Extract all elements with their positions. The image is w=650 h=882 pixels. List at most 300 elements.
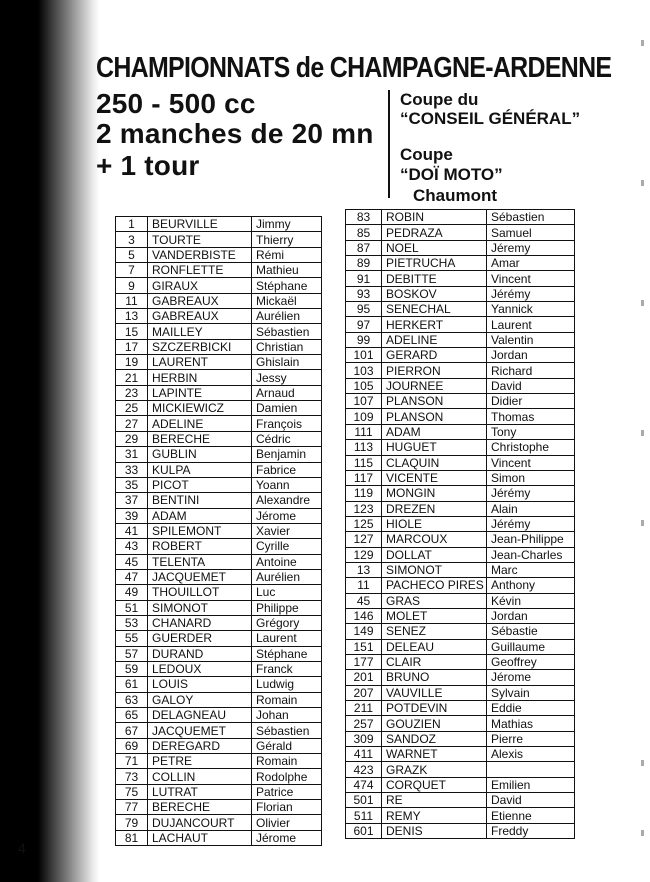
table-row	[346, 701, 575, 716]
rider-firstname: Grégory	[252, 615, 322, 630]
rider-number: 45	[346, 593, 382, 608]
rider-number: 21	[116, 370, 148, 385]
rider-number: 63	[116, 692, 148, 707]
rider-firstname: Vincent	[487, 455, 575, 470]
rider-surname: VICENTE	[382, 470, 487, 485]
table-row	[116, 355, 322, 370]
rider-surname: ADELINE	[382, 332, 487, 347]
rider-surname: LAPINTE	[148, 385, 252, 400]
rider-surname: BEURVILLE	[148, 217, 252, 232]
rider-firstname: Aurélien	[252, 569, 322, 584]
rider-surname: GIRAUX	[148, 278, 252, 293]
rider-number: 61	[116, 677, 148, 692]
rider-surname: RONFLETTE	[148, 263, 252, 278]
rider-number: 45	[116, 554, 148, 569]
rider-number: 41	[116, 523, 148, 538]
rider-firstname: Stéphane	[252, 278, 322, 293]
rider-surname: DEREGARD	[148, 738, 252, 753]
rider-number: 91	[346, 271, 382, 286]
rider-surname: BENTINI	[148, 493, 252, 508]
rider-firstname: David	[487, 793, 575, 808]
rider-firstname: Anthony	[487, 578, 575, 593]
rider-firstname: Xavier	[252, 523, 322, 538]
table-row	[346, 777, 575, 792]
rider-firstname: Cédric	[252, 431, 322, 446]
rider-firstname: Tony	[487, 424, 575, 439]
header-divider	[388, 90, 390, 198]
table-row	[346, 363, 575, 378]
table-row	[346, 808, 575, 823]
table-row	[116, 815, 322, 830]
rider-surname: NOEL	[382, 240, 487, 255]
rider-number: 11	[116, 293, 148, 308]
rider-number: 67	[116, 723, 148, 738]
table-row	[116, 646, 322, 661]
rider-number: 23	[116, 385, 148, 400]
rider-number: 19	[116, 355, 148, 370]
rider-surname: LAURENT	[148, 355, 252, 370]
rider-number: 101	[346, 348, 382, 363]
rider-number: 93	[346, 286, 382, 301]
table-row	[346, 501, 575, 516]
rider-firstname: Alexandre	[252, 493, 322, 508]
rider-firstname: Jérome	[252, 830, 322, 845]
rider-number: 47	[116, 569, 148, 584]
rider-number: 75	[116, 784, 148, 799]
table-row	[116, 631, 322, 646]
rider-number: 211	[346, 701, 382, 716]
rider-firstname: Vincent	[487, 271, 575, 286]
rider-surname: PLANSON	[382, 394, 487, 409]
rider-surname: SENECHAL	[382, 302, 487, 317]
rider-surname: GUBLIN	[148, 447, 252, 462]
rider-surname: DENIS	[382, 823, 487, 838]
table-row	[346, 240, 575, 255]
table-row	[346, 455, 575, 470]
format-line: 2 manches de 20 mn	[96, 118, 374, 149]
table-row	[346, 210, 575, 225]
table-row	[346, 516, 575, 531]
rider-surname: TELENTA	[148, 554, 252, 569]
rider-firstname: Guillaume	[487, 639, 575, 654]
rider-number: 103	[346, 363, 382, 378]
rider-number: 57	[116, 646, 148, 661]
rider-number: 55	[116, 631, 148, 646]
rider-surname: GABREAUX	[148, 309, 252, 324]
rider-firstname: Etienne	[487, 808, 575, 823]
rider-number: 39	[116, 508, 148, 523]
rider-number: 49	[116, 585, 148, 600]
rider-firstname: Johan	[252, 708, 322, 723]
table-row	[116, 263, 322, 278]
rider-firstname: Sébastien	[252, 324, 322, 339]
table-row	[116, 784, 322, 799]
rider-firstname: Cyrille	[252, 539, 322, 554]
rider-firstname: Amar	[487, 256, 575, 271]
rider-firstname: Mathias	[487, 716, 575, 731]
table-row	[346, 286, 575, 301]
rider-surname: ADAM	[148, 508, 252, 523]
rider-number: 3	[116, 232, 148, 247]
rider-surname: DEBITTE	[382, 271, 487, 286]
rider-number: 99	[346, 332, 382, 347]
rider-firstname: Florian	[252, 800, 322, 815]
rider-surname: ROBERT	[148, 539, 252, 554]
rider-surname: JACQUEMET	[148, 723, 252, 738]
rider-surname: BRUNO	[382, 670, 487, 685]
table-row	[346, 470, 575, 485]
table-row	[116, 754, 322, 769]
rider-number: 25	[116, 401, 148, 416]
rider-firstname: Philippe	[252, 600, 322, 615]
rider-surname: JACQUEMET	[148, 569, 252, 584]
rider-surname: MICKIEWICZ	[148, 401, 252, 416]
rider-number: 107	[346, 394, 382, 409]
rider-surname: TOURTE	[148, 232, 252, 247]
rider-number: 13	[116, 309, 148, 324]
rider-firstname: Thierry	[252, 232, 322, 247]
rider-firstname: Jordan	[487, 608, 575, 623]
rider-surname: LOUIS	[148, 677, 252, 692]
rider-surname: PETRE	[148, 754, 252, 769]
rider-surname: SZCZERBICKI	[148, 339, 252, 354]
rider-firstname: Jérome	[487, 670, 575, 685]
table-row	[116, 738, 322, 753]
rider-surname: GRAZK	[382, 762, 487, 777]
rider-surname: COLLIN	[148, 769, 252, 784]
rider-surname: HERKERT	[382, 317, 487, 332]
rider-firstname: Rémi	[252, 247, 322, 262]
rider-firstname: Jimmy	[252, 217, 322, 232]
rider-firstname: David	[487, 378, 575, 393]
rider-firstname: Samuel	[487, 225, 575, 240]
rider-surname: DUJANCOURT	[148, 815, 252, 830]
rider-firstname: Richard	[487, 363, 575, 378]
table-row	[346, 593, 575, 608]
coupe-1-name: “CONSEIL GÉNÉRAL”	[400, 109, 581, 128]
rider-surname: DELAGNEAU	[148, 708, 252, 723]
rider-surname: HERBIN	[148, 370, 252, 385]
table-row	[346, 685, 575, 700]
rider-number: 59	[116, 661, 148, 676]
rider-firstname: Antoine	[252, 554, 322, 569]
coupe-2-label: Coupe	[400, 145, 453, 164]
rider-firstname: Jéremy	[487, 240, 575, 255]
rider-number: 77	[116, 800, 148, 815]
rider-number: 105	[346, 378, 382, 393]
rider-surname: SIMONOT	[382, 562, 487, 577]
rider-firstname: Luc	[252, 585, 322, 600]
rider-firstname: Sylvain	[487, 685, 575, 700]
table-row	[346, 793, 575, 808]
rider-surname: SENEZ	[382, 624, 487, 639]
rider-surname: GUERDER	[148, 631, 252, 646]
coupe-2-name: “DOÏ MOTO”	[400, 165, 503, 184]
rider-surname: GRAS	[382, 593, 487, 608]
table-row	[116, 462, 322, 477]
rider-firstname: Laurent	[252, 631, 322, 646]
rider-number: 97	[346, 317, 382, 332]
rider-surname: DURAND	[148, 646, 252, 661]
rider-surname: KULPA	[148, 462, 252, 477]
rider-firstname: Freddy	[487, 823, 575, 838]
rider-firstname: Stéphane	[252, 646, 322, 661]
rider-firstname: Laurent	[487, 317, 575, 332]
table-row	[116, 554, 322, 569]
rider-firstname: Benjamin	[252, 447, 322, 462]
rider-number: 5	[116, 247, 148, 262]
rider-number: 257	[346, 716, 382, 731]
rider-number: 69	[116, 738, 148, 753]
rider-firstname: Pierre	[487, 731, 575, 746]
rider-surname: SPILEMONT	[148, 523, 252, 538]
rider-firstname: Sébastien	[487, 210, 575, 225]
rider-surname: SIMONOT	[148, 600, 252, 615]
table-row	[346, 424, 575, 439]
rider-firstname: Jordan	[487, 348, 575, 363]
rider-firstname: Rodolphe	[252, 769, 322, 784]
table-row	[346, 762, 575, 777]
page-number: 4	[18, 840, 26, 856]
rider-firstname: Sébastien	[252, 723, 322, 738]
rider-number: 109	[346, 409, 382, 424]
rider-firstname: Gérald	[252, 738, 322, 753]
rider-surname: RE	[382, 793, 487, 808]
table-row	[346, 624, 575, 639]
rider-number: 115	[346, 455, 382, 470]
rider-number: 35	[116, 477, 148, 492]
rider-firstname: Christian	[252, 339, 322, 354]
table-row	[116, 247, 322, 262]
rider-number: 13	[346, 562, 382, 577]
table-row	[116, 416, 322, 431]
rider-surname: CORQUET	[382, 777, 487, 792]
rider-number: 7	[116, 263, 148, 278]
rider-number: 81	[116, 830, 148, 845]
table-row	[346, 302, 575, 317]
table-row	[346, 532, 575, 547]
rider-number: 11	[346, 578, 382, 593]
rider-firstname: Jean-Charles	[487, 547, 575, 562]
table-row	[116, 232, 322, 247]
rider-surname: THOUILLOT	[148, 585, 252, 600]
rider-surname: ADELINE	[148, 416, 252, 431]
table-row	[116, 800, 322, 815]
rider-firstname: Jérémy	[487, 486, 575, 501]
rider-surname: VANDERBISTE	[148, 247, 252, 262]
rider-firstname: Alexis	[487, 747, 575, 762]
rider-firstname: Alain	[487, 501, 575, 516]
category-line: 250 - 500 cc	[96, 88, 256, 119]
rider-surname: DOLLAT	[382, 547, 487, 562]
table-row	[116, 661, 322, 676]
rider-firstname: Mathieu	[252, 263, 322, 278]
table-row	[116, 723, 322, 738]
rider-firstname: Didier	[487, 394, 575, 409]
rider-firstname: Mickaël	[252, 293, 322, 308]
rider-firstname: Kévin	[487, 593, 575, 608]
rider-number: 65	[116, 708, 148, 723]
table-row	[346, 332, 575, 347]
coupe-2-sponsor: Chaumont	[413, 186, 498, 205]
rider-surname: CLAQUIN	[382, 455, 487, 470]
rider-surname: WARNET	[382, 747, 487, 762]
table-row	[346, 271, 575, 286]
rider-number: 27	[116, 416, 148, 431]
rider-number: 309	[346, 731, 382, 746]
rider-surname: DREZEN	[382, 501, 487, 516]
rider-surname: MONGIN	[382, 486, 487, 501]
rider-firstname: Jessy	[252, 370, 322, 385]
rider-firstname: Geoffrey	[487, 654, 575, 669]
rider-firstname	[487, 762, 575, 777]
rider-number: 83	[346, 210, 382, 225]
table-row	[346, 608, 575, 623]
rider-surname: CLAIR	[382, 654, 487, 669]
table-row	[116, 477, 322, 492]
table-row	[346, 747, 575, 762]
table-row	[346, 440, 575, 455]
rider-surname: HIOLE	[382, 516, 487, 531]
rider-firstname: Emilien	[487, 777, 575, 792]
rider-firstname: Thomas	[487, 409, 575, 424]
rider-number: 129	[346, 547, 382, 562]
rider-surname: MARCOUX	[382, 532, 487, 547]
rider-number: 87	[346, 240, 382, 255]
rider-number: 411	[346, 747, 382, 762]
table-row	[346, 409, 575, 424]
rider-number: 117	[346, 470, 382, 485]
rider-surname: ROBIN	[382, 210, 487, 225]
table-row	[116, 508, 322, 523]
rider-surname: PLANSON	[382, 409, 487, 424]
rider-number: 501	[346, 793, 382, 808]
rider-surname: BERECHE	[148, 800, 252, 815]
rider-number: 71	[116, 754, 148, 769]
rider-surname: PIERRON	[382, 363, 487, 378]
table-row	[346, 348, 575, 363]
rider-firstname: Jean-Philippe	[487, 532, 575, 547]
rider-firstname: Romain	[252, 692, 322, 707]
rider-surname: PICOT	[148, 477, 252, 492]
rider-surname: BOSKOV	[382, 286, 487, 301]
table-row	[346, 562, 575, 577]
rider-firstname: Fabrice	[252, 462, 322, 477]
table-row	[116, 217, 322, 232]
rider-number: 73	[116, 769, 148, 784]
rider-surname: LACHAUT	[148, 830, 252, 845]
rider-surname: PACHECO PIRES	[382, 578, 487, 593]
rider-number: 79	[116, 815, 148, 830]
rider-firstname: Jérémy	[487, 516, 575, 531]
rider-surname: PEDRAZA	[382, 225, 487, 240]
rider-surname: MAILLEY	[148, 324, 252, 339]
rider-surname: REMY	[382, 808, 487, 823]
table-row	[116, 324, 322, 339]
rider-number: 29	[116, 431, 148, 446]
rider-number: 474	[346, 777, 382, 792]
rider-firstname: François	[252, 416, 322, 431]
extra-lap-line: + 1 tour	[96, 150, 200, 181]
rider-number: 15	[116, 324, 148, 339]
rider-number: 113	[346, 440, 382, 455]
rider-number: 89	[346, 256, 382, 271]
rider-number: 201	[346, 670, 382, 685]
rider-number: 123	[346, 501, 382, 516]
rider-number: 511	[346, 808, 382, 823]
rider-surname: DELEAU	[382, 639, 487, 654]
rider-surname: MOLET	[382, 608, 487, 623]
rider-firstname: Damien	[252, 401, 322, 416]
rider-surname: ADAM	[382, 424, 487, 439]
table-row	[116, 431, 322, 446]
rider-firstname: Aurélien	[252, 309, 322, 324]
rider-surname: GOUZIEN	[382, 716, 487, 731]
rider-firstname: Yoann	[252, 477, 322, 492]
table-row	[116, 830, 322, 845]
rider-surname: LEDOUX	[148, 661, 252, 676]
coupe-1-label: Coupe du	[400, 90, 479, 109]
rider-surname: BERECHE	[148, 431, 252, 446]
rider-number: 119	[346, 486, 382, 501]
rider-number: 177	[346, 654, 382, 669]
rider-firstname: Arnaud	[252, 385, 322, 400]
rider-number: 53	[116, 615, 148, 630]
rider-number: 33	[116, 462, 148, 477]
rider-number: 423	[346, 762, 382, 777]
scan-edge	[632, 0, 650, 882]
table-row	[116, 569, 322, 584]
table-row	[346, 317, 575, 332]
table-row	[346, 225, 575, 240]
rider-firstname: Simon	[487, 470, 575, 485]
rider-firstname: Jérome	[252, 508, 322, 523]
table-row	[116, 370, 322, 385]
rider-number: 85	[346, 225, 382, 240]
rider-firstname: Ludwig	[252, 677, 322, 692]
table-row	[346, 670, 575, 685]
table-row	[116, 692, 322, 707]
table-row	[346, 639, 575, 654]
table-row	[346, 823, 575, 838]
table-row	[116, 293, 322, 308]
table-row	[116, 600, 322, 615]
rider-number: 51	[116, 600, 148, 615]
table-row	[346, 716, 575, 731]
rider-number: 146	[346, 608, 382, 623]
rider-surname: GABREAUX	[148, 293, 252, 308]
table-row	[346, 547, 575, 562]
rider-surname: POTDEVIN	[382, 701, 487, 716]
table-row	[346, 486, 575, 501]
rider-number: 125	[346, 516, 382, 531]
rider-number: 151	[346, 639, 382, 654]
rider-number: 43	[116, 539, 148, 554]
table-row	[346, 731, 575, 746]
table-row	[116, 309, 322, 324]
rider-number: 37	[116, 493, 148, 508]
rider-number: 17	[116, 339, 148, 354]
table-row	[346, 256, 575, 271]
rider-surname: JOURNEE	[382, 378, 487, 393]
rider-number: 601	[346, 823, 382, 838]
table-row	[116, 615, 322, 630]
rider-number: 149	[346, 624, 382, 639]
rider-number: 9	[116, 278, 148, 293]
results-table-left	[115, 216, 322, 846]
results-table-right	[345, 209, 575, 839]
rider-number: 1	[116, 217, 148, 232]
